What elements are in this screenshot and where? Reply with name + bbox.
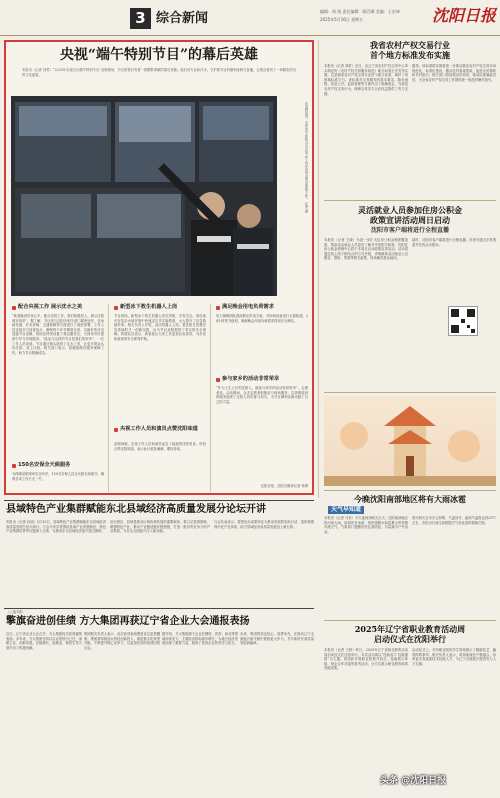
story3-body: 本报讯（记者 马奔）今天夜间到明天白天，沈阳南部地区将出现大雨，局部伴有冰雹、短时强降水和雷暴大风等强对流天气。气象部门提醒市民注意防范，尽量减少户外活动。 bbox=[324, 516, 408, 534]
body-text: 节目现场，新型冰下救生机器人首次亮相，引发关注。该设备可在复杂水域环境中快速定位并实施救援，大大提升了应急救援效率。相关负责人介绍，此次机器人上岗，是沈阳在智慧应急领域的又一创新实践，也为节目录制提供了坚实的安全保障。救援队员表示，新装备让大家工作更加从容高效，为市民和游客的安全保驾护航。 bbox=[114, 314, 206, 341]
brand-logo: 沈阳日报 bbox=[432, 6, 497, 25]
source-watermark: 头条 @沈阳日报 bbox=[380, 776, 447, 786]
continued-tag: （上接1版） bbox=[6, 610, 26, 614]
qr-code-icon bbox=[449, 307, 477, 335]
page-number: 3 bbox=[130, 8, 151, 29]
story3-body-2: 预计明天全市多云转晴，气温回升，最高气温将达到25℃左右，市民出行请注意根据天气变化适时增减衣物。 bbox=[412, 516, 496, 525]
featured-article[interactable] bbox=[4, 40, 314, 495]
subheading-marker-icon bbox=[114, 306, 118, 310]
subheading-marker-icon bbox=[114, 428, 118, 432]
forum-body: 本报讯（记者 孙旭）5月15日，县域特色产业集群赋能东北县域经济高质量发展分论坛举行。与会专家学者围绕县域产业发展路径、特色产业集群培育等议题深入交流，为推动东北县域经济振兴建言献策。 bbox=[6, 520, 106, 534]
subheading-1: 配合央视工作 展示沈水之美 bbox=[12, 304, 82, 311]
story1-body-2: 据悉，该标准的实施将进一步推动我省农村产权交易市场规范化、标准化建设，激活农村要素资源，促进农民增收和乡村振兴。相关部门将加强宣传培训，推动标准落地见效，为全省农村产权交易工作提供统一规范的操作指引。 bbox=[412, 64, 496, 82]
section-rule bbox=[4, 608, 314, 609]
featured-title[interactable]: 央视“端午特别节目”的幕后英雄 bbox=[59, 47, 259, 63]
story4-title[interactable]: 2025年辽宁省职业教育活动周 bbox=[354, 624, 466, 634]
story4-title-line2[interactable]: 启动仪式在沈阳举行 bbox=[374, 634, 446, 644]
subheading-marker-icon bbox=[12, 464, 16, 468]
innovation-body-3: 据介绍，方大集团旗下企业在钢铁、医药、商业等领域持续发力，主要经济指标稳步增长，为地方经济发展贡献了重要力量，展现了民营企业的责任与担当。 bbox=[162, 632, 238, 646]
innovation-body-4: 未来，集团将坚定信心、奋勇争先，在推动辽宁全面振兴新突破中展现更大作为，书写新时代高质量发展新篇章。 bbox=[240, 632, 314, 646]
editor-line: 编辑：周 纯 责任编辑：顾百顺 美编：王宏坤 bbox=[320, 9, 400, 14]
innovation-body-2: 集团相关负责人表示，此次获得表扬既是肯定更是鞭策。集团将持续加大科技创新投入，推进数字化转型升级，不断提升核心竞争力，以更加优异的成绩回报社会。 bbox=[84, 632, 160, 650]
featured-lead: 本报讯（记者 刘哲）“2025年央视总台端午特别节目”录制现场，节目的背后有着一群默默奉献的幕后英雄。他们用专业和汗水，守护着节目的顺利录制与直播，让观众看到了一场精彩纷呈的文化盛宴。 bbox=[22, 68, 296, 77]
innovation-headline[interactable]: 擎旗奋进创佳绩 方大集团再获辽宁省企业大会通报表扬 bbox=[6, 616, 250, 627]
date-line: 2025年5月16日 星期五 bbox=[320, 17, 364, 22]
forum-body-3: 与会代表表示，将把论坛成果转化为推动发展的实际行动，加快构建现代化产业体系，助力县域经济高质量发展迈上新台阶。 bbox=[214, 520, 314, 529]
body-text: 为保障录制现场安全有序，150名安保人员全天候在岗值守，确保各项工作万无一失。 bbox=[12, 472, 104, 481]
story1-title[interactable]: 我省农村产权交易行业 bbox=[370, 40, 450, 50]
forum-body-2: 论坛指出，县域是推动区域协调发展的重要载体，要立足资源禀赋，做强特色产业，推动产业链延链补链强链，打造一批具有竞争力的产业集群，为东北全面振兴注入新动能。 bbox=[110, 520, 210, 534]
body-text: 电力保障团队提前制定供电方案，对现场设备进行全面检测，24小时驻守值班，确保晚会用电负荷需求得到充分满足。 bbox=[216, 314, 308, 323]
weather-tag: 天气早知道 bbox=[328, 506, 364, 514]
masthead bbox=[0, 0, 500, 36]
subheading-6: 参与家乡的活动非常荣幸 bbox=[216, 376, 279, 383]
story4-body: 本报讯（记者 王婷）昨日，2025年辽宁省职业教育活动周启动仪式在沈阳举行。本次活动周以“技能成才 技能强国”为主题，将组织开展职业院校开放日、技能展示体验、校企合作对接等系列活动，全方位展示职业教育改革发展成果。 bbox=[324, 648, 408, 671]
story1-title-line2[interactable]: 首个地方标准发布实施 bbox=[370, 50, 450, 60]
body-text: “作为土生土长的沈阳人，能参与家乡的活动非常荣幸”，志愿者说。活动期间，众多志愿者积极参与现场服务，以热情周到的服务展现了沈阳人的好客与担当，为节目顺利录制贡献了自己的力量。 bbox=[216, 386, 308, 404]
story2-body-2: 届时，沈阳市客户端将进行全程直播，市民可通过手机观看并在线互动提问。 bbox=[412, 238, 496, 247]
column-divider bbox=[108, 304, 109, 492]
subheading-2: 新型冰下救生机器人上岗 bbox=[114, 304, 177, 311]
section-rule bbox=[324, 392, 496, 393]
subheading-marker-icon bbox=[216, 378, 220, 382]
story2-subtitle: 沈阳市客户端将进行全程直播 bbox=[370, 227, 449, 234]
story2-title-line2[interactable]: 政策宣讲活动周日启动 bbox=[370, 215, 450, 225]
subheading-marker-icon bbox=[12, 306, 16, 310]
story4-body-2: 启动仪式上，多所职业院校学生现场展示了精湛技艺，赢得阵阵掌声。相关负责人表示，将持续深化产教融合，培养更多高素质技术技能人才，为辽宁全面振兴提供有力人才支撑。 bbox=[412, 648, 496, 666]
forum-headline[interactable]: 县域特色产业集群赋能东北县域经济高质量发展分论坛开讲 bbox=[6, 504, 266, 515]
story1-body: 本报讯（记者 刘哲）近日，由辽宁省农村产权交易中心牵头制定的《农村产权交易服务规范》地方标准正式发布实施。这是我省农村产权交易行业首个地方标准，填补了该领域标准空白。该标准对交易服务的基本要求、服务流程、信息公开、监督管理等方面作出了明确规定，为规范农村产权交易行为、保障交易各方合法权益提供了有力支撑。 bbox=[324, 64, 408, 96]
innovation-body: 近日，辽宁省企业大会召开，方大集团再次获得通报表扬。多年来，方大集团坚持以实业报国为己任，深耕主业、创新发展，在稳增长、促就业、保民生等方面作出了积极贡献。 bbox=[6, 632, 82, 650]
story2-body: 本报讯（记者 王晓）为进一步扩大住房公积金制度覆盖面，帮助灵活就业人员更好了解并享受相关政策，沈阳住房公积金管理中心将于本周日启动政策宣讲活动。活动将通过线上线下相结合的方式开展，详细解读灵活就业人员缴存、提取、贷款等相关政策，现场解答群众疑问。 bbox=[324, 238, 408, 261]
section-name: 综合新闻 bbox=[156, 11, 209, 26]
section-rule bbox=[324, 490, 496, 491]
column-divider bbox=[318, 40, 319, 498]
subheading-4: 150名安保全天候服务 bbox=[12, 462, 70, 469]
byline: 沈阳日报、沈阳全媒体记者 杨博 bbox=[260, 484, 308, 488]
body-text: 录制间隙，央视工作人员和演员品尝了地道的沈阳美食，纷纷点赞沈阳味道，表示此行收获满满，期待再来。 bbox=[114, 442, 206, 451]
subheading-5: 央视工作人员和演员点赞沈阳味道 bbox=[114, 426, 198, 433]
column-divider bbox=[210, 304, 211, 492]
story2-title[interactable]: 灵活就业人员参加住房公积金 bbox=[358, 205, 462, 215]
body-text: “新春晚到市民心中，配合央视工作，我们积极投入，展示沈阳城市风采”。据了解，节目组与沈阳市相关部门紧密协作，在场地布置、灯光音响、交通保障等方面进行了周密部署。工作人员连续多日加班加点，确保每个环节精准无误，以最好的状态迎接节目录制。现场还特别设置了观众服务区，为到场市民提供引导与咨询服务。“能参与这样的节目是我们的荣幸”，一位工作人员说道。节目通过镜头展现了沈水之美，让更多观众认识沈阳、爱上沈阳。相关部门表示，将继续做好服务保障工作，助力节目圆满成功。 bbox=[12, 314, 104, 355]
subheading-3: 满足晚会用电负荷需求 bbox=[216, 304, 274, 311]
qr-code[interactable] bbox=[448, 306, 478, 336]
photo-illustration bbox=[11, 96, 277, 296]
news-photo[interactable] bbox=[11, 96, 277, 296]
section-rule bbox=[324, 200, 496, 201]
pagoda-illustration bbox=[324, 396, 496, 486]
section-rule bbox=[4, 500, 314, 501]
section-rule bbox=[324, 620, 496, 621]
promo-illustration[interactable] bbox=[324, 396, 496, 486]
subheading-marker-icon bbox=[216, 306, 220, 310]
photo-caption: 在录制现场，市民参与体验与节目组工作人员共同完成各项准备工作。 记者 摄 bbox=[304, 102, 308, 213]
story3-title[interactable]: 今晚沈阳南部地区将有大雨冰雹 bbox=[354, 494, 466, 504]
